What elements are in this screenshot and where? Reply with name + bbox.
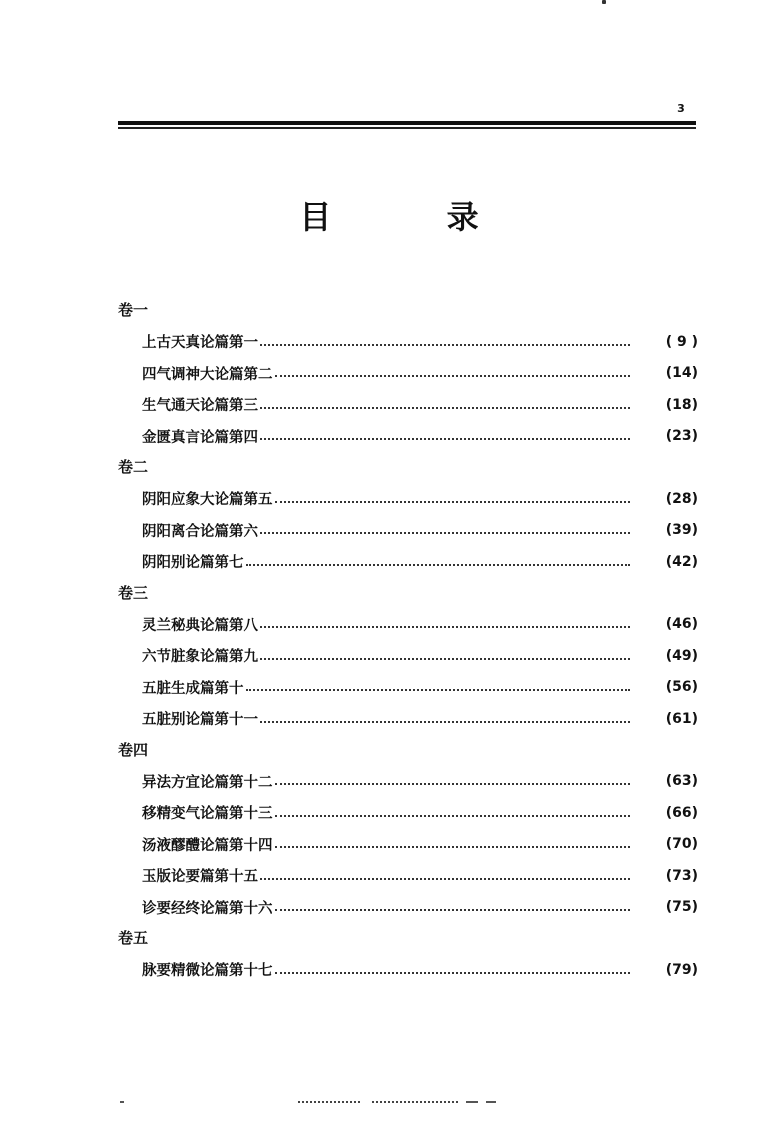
dot-leader — [260, 626, 630, 628]
volume-heading: 卷五 — [118, 929, 149, 947]
entry-page: (70) — [665, 836, 698, 853]
entry-title: 四气调神大论篇第二 — [142, 366, 273, 383]
entry-page: (56) — [665, 679, 698, 696]
toc-entry[interactable] — [118, 954, 698, 986]
dot-leader — [275, 909, 631, 911]
volume-group — [118, 295, 698, 452]
entry-page: (73) — [665, 867, 698, 884]
table-of-contents — [118, 295, 698, 986]
entry-page: (63) — [665, 773, 698, 790]
dot-leader — [275, 783, 631, 785]
entry-page: (79) — [665, 961, 698, 978]
toc-entry[interactable] — [118, 797, 698, 829]
dot-leader — [260, 438, 630, 440]
dot-leader — [260, 721, 630, 723]
dot-leader — [275, 846, 631, 848]
entry-title: 五脏生成篇第十 — [142, 680, 244, 697]
entry-title: 六节脏象论篇第九 — [142, 649, 258, 666]
toc-entry[interactable] — [118, 703, 698, 735]
entry-title: 灵兰秘典论篇第八 — [142, 617, 258, 634]
entry-page: (42) — [665, 553, 698, 570]
scan-artifact — [486, 1101, 496, 1103]
entry-page: (23) — [665, 428, 698, 445]
entry-page: (46) — [665, 616, 698, 633]
volume-heading: 卷一 — [118, 301, 149, 319]
volume-group — [118, 735, 698, 924]
dot-leader — [260, 878, 630, 880]
dot-leader — [275, 972, 631, 974]
entry-title: 汤液醪醴论篇第十四 — [142, 837, 273, 854]
dot-leader — [260, 407, 630, 409]
entry-title: 上古天真论篇第一 — [142, 335, 258, 352]
entry-page: (14) — [665, 365, 698, 382]
entry-page: (61) — [665, 710, 698, 727]
dot-leader — [275, 501, 631, 503]
toc-entry[interactable] — [118, 389, 698, 421]
volume-heading: 卷四 — [118, 740, 149, 759]
toc-entry[interactable] — [118, 515, 698, 547]
entry-page: (49) — [665, 647, 698, 664]
toc-entry[interactable] — [118, 326, 698, 358]
entry-title: 异法方宜论篇第十二 — [142, 774, 273, 791]
toc-entry[interactable] — [118, 892, 698, 924]
scan-artifact — [372, 1101, 458, 1103]
header-rule-thin — [118, 127, 696, 129]
toc-entry[interactable] — [118, 860, 698, 892]
toc-entry[interactable] — [118, 421, 698, 453]
entry-title: 生气通天论篇第三 — [142, 398, 258, 415]
toc-entry[interactable] — [118, 546, 698, 578]
entry-page: (39) — [665, 522, 698, 539]
dot-leader — [275, 375, 631, 377]
entry-title: 阴阳应象大论篇第五 — [142, 492, 273, 509]
volume-group — [118, 452, 698, 578]
scan-artifact — [120, 1101, 124, 1103]
page-number: 3 — [677, 102, 685, 115]
toc-entry[interactable] — [118, 829, 698, 861]
toc-entry[interactable] — [118, 609, 698, 641]
toc-entry[interactable] — [118, 672, 698, 704]
entry-title: 玉版论要篇第十五 — [142, 869, 258, 886]
entry-title: 阴阳离合论篇第六 — [142, 523, 258, 540]
toc-entry[interactable] — [118, 766, 698, 798]
volume-heading: 卷三 — [118, 583, 149, 602]
entry-page: (66) — [665, 804, 698, 821]
dot-leader — [246, 689, 631, 691]
dot-leader — [260, 344, 630, 346]
entry-title: 脉要精微论篇第十七 — [142, 963, 273, 980]
toc-entry[interactable] — [118, 483, 698, 515]
entry-title: 诊要经终论篇第十六 — [142, 900, 273, 917]
dot-leader — [260, 658, 630, 660]
entry-title: 五脏别论篇第十一 — [142, 712, 258, 729]
volume-heading: 卷二 — [118, 458, 149, 476]
entry-page: (75) — [665, 899, 698, 916]
volume-group — [118, 923, 698, 986]
entry-title: 阴阳别论篇第七 — [142, 555, 244, 572]
dot-leader — [275, 815, 631, 817]
dot-leader — [246, 564, 631, 566]
header-rule-thick — [118, 121, 696, 125]
entry-page: ( 9 ) — [665, 333, 698, 350]
entry-page: (28) — [665, 490, 698, 507]
dot-leader — [260, 532, 630, 534]
toc-title: 目 录 — [299, 198, 531, 236]
toc-entry[interactable] — [118, 640, 698, 672]
scan-artifact — [466, 1101, 478, 1103]
entry-title: 移精变气论篇第十三 — [142, 806, 273, 823]
volume-group — [118, 578, 698, 735]
entry-title: 金匮真言论篇第四 — [142, 429, 258, 446]
scan-artifact — [298, 1101, 360, 1103]
scan-speck — [602, 0, 606, 4]
entry-page: (18) — [665, 396, 698, 413]
toc-entry[interactable] — [118, 358, 698, 390]
